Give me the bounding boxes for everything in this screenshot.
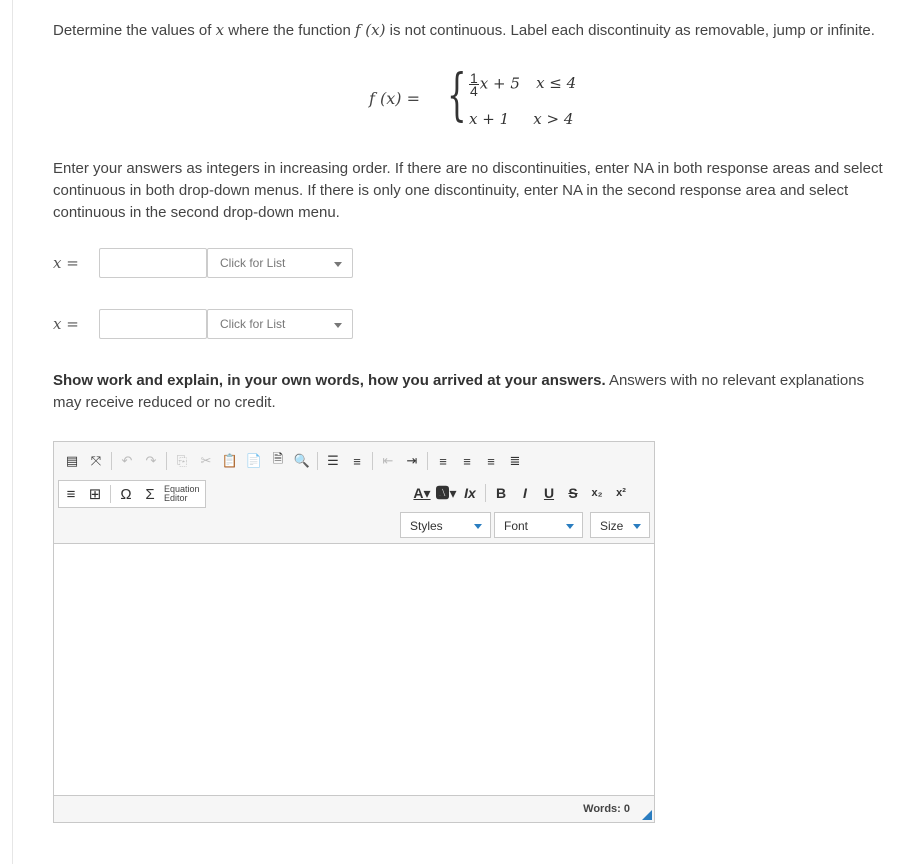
toolbar-separator xyxy=(111,452,112,470)
caret-down-icon xyxy=(474,524,482,529)
horizontal-line-icon[interactable]: ≡ xyxy=(66,485,76,503)
styles-label: Styles xyxy=(410,519,443,533)
resize-handle-icon[interactable] xyxy=(642,810,652,820)
formula-fraction xyxy=(469,72,479,97)
paste-word-icon[interactable]: 🗎 xyxy=(272,451,284,466)
find-icon[interactable]: 🔍 xyxy=(293,453,311,468)
formula-lhs: f (x) = xyxy=(369,89,421,108)
rich-text-editor xyxy=(53,441,655,823)
paste-text-icon[interactable]: 📄 xyxy=(245,453,263,468)
formula-row-2 xyxy=(469,110,573,128)
undo-icon[interactable]: ↶ xyxy=(121,453,133,468)
caret-down-icon xyxy=(334,323,342,328)
source-icon[interactable]: ▤ xyxy=(65,453,79,468)
strikethrough-icon[interactable]: S xyxy=(568,485,578,501)
indent-icon[interactable]: ⇥ xyxy=(406,453,418,468)
numbered-list-icon[interactable]: ☰ xyxy=(327,453,339,468)
align-left-icon[interactable]: ≡ xyxy=(439,453,447,469)
editor-status-bar xyxy=(54,795,654,822)
word-count: Words: 0 xyxy=(583,803,630,815)
answer-input-2[interactable] xyxy=(99,309,207,339)
question-text xyxy=(53,20,893,41)
answer-label: x = xyxy=(53,315,79,333)
instructions: Enter your answers as integers in increasing order. If there are no discontinuities, enter NA in both response areas and select continuous in both drop-down menus. If there is only one discontinuity, enter NA in the second response area and select continuous in the second drop-down menu. xyxy=(53,160,883,221)
toolbar-separator xyxy=(427,452,428,470)
text-color-icon[interactable]: A▾ xyxy=(413,484,431,501)
toolbar-separator xyxy=(166,452,167,470)
subscript-icon[interactable]: x₂ xyxy=(591,487,603,499)
answer-input-1[interactable] xyxy=(99,248,207,278)
editor-toolbar xyxy=(54,442,654,544)
bulleted-list-icon[interactable]: ≡ xyxy=(353,453,361,469)
question-var: x xyxy=(215,21,225,39)
row2-expression: x + 1 xyxy=(469,110,510,128)
toolbar-separator xyxy=(110,485,111,503)
cut-icon[interactable]: ✂ xyxy=(200,453,212,468)
page xyxy=(12,0,924,864)
align-justify-icon[interactable]: ≣ xyxy=(509,453,521,468)
formula-brace: { xyxy=(447,63,467,128)
special-char-icon[interactable]: Ω xyxy=(120,485,132,503)
italic-icon[interactable]: I xyxy=(523,485,527,501)
equation-editor-icon[interactable]: Σ xyxy=(145,485,155,503)
fraction-numerator: 1 xyxy=(470,70,478,86)
bold-icon[interactable]: B xyxy=(495,485,507,501)
format-group xyxy=(410,480,633,506)
editor-text-area[interactable] xyxy=(54,544,654,794)
row1-expression: x + 5 xyxy=(479,74,520,93)
fraction-denominator: 4 xyxy=(470,83,478,99)
dropdown-text: Click for List xyxy=(220,317,286,331)
toolbar-row-1 xyxy=(60,449,527,473)
show-work-text xyxy=(53,370,893,414)
show-work-bold: Show work and explain, in your own words, how you arrived at your answers. xyxy=(53,372,606,389)
formula-row-1 xyxy=(469,72,576,97)
question-func: f (x) xyxy=(354,21,386,39)
redo-icon[interactable]: ↷ xyxy=(145,453,157,468)
discontinuity-dropdown-1[interactable] xyxy=(207,248,353,278)
equation-group xyxy=(58,480,206,508)
underline-icon[interactable]: U xyxy=(543,485,555,501)
equation-editor-label[interactable] xyxy=(164,485,200,503)
caret-down-icon xyxy=(633,524,641,529)
toolbar-separator xyxy=(372,452,373,470)
answer-label: x = xyxy=(53,254,79,272)
equation-label-line-2: Editor xyxy=(164,493,188,503)
styles-dropdown[interactable] xyxy=(400,512,491,538)
superscript-icon[interactable]: x² xyxy=(616,487,626,499)
align-right-icon[interactable]: ≡ xyxy=(487,453,495,469)
equation-label-line-1: Equation xyxy=(164,484,200,494)
question-middle: where the function xyxy=(224,22,355,39)
toolbar-separator xyxy=(485,484,486,502)
show-work-rest: Answers with no relevant explanations may receive reduced or no credit. xyxy=(53,372,865,411)
discontinuity-dropdown-2[interactable] xyxy=(207,309,353,339)
copy-icon[interactable]: ⎘ xyxy=(176,453,188,468)
paste-icon[interactable]: 📋 xyxy=(221,453,239,468)
font-dropdown[interactable] xyxy=(494,512,583,538)
size-dropdown[interactable] xyxy=(590,512,650,538)
size-label: Size xyxy=(600,519,624,533)
remove-format-icon[interactable]: Ix xyxy=(464,485,476,501)
outdent-icon[interactable]: ⇤ xyxy=(382,453,394,468)
toolbar-separator xyxy=(317,452,318,470)
row1-condition: x ≤ 4 xyxy=(536,74,577,93)
table-icon[interactable]: ⊞ xyxy=(88,486,102,503)
row2-condition: x > 4 xyxy=(533,110,574,128)
caret-down-icon xyxy=(334,262,342,267)
caret-down-icon xyxy=(566,524,574,529)
font-label: Font xyxy=(504,519,529,533)
dropdown-text: Click for List xyxy=(220,256,286,270)
question-prefix: Determine the values of xyxy=(53,22,216,39)
maximize-icon[interactable]: ⤧ xyxy=(90,453,102,468)
question-suffix: is not continuous. Label each discontinuity as removable, jump or infinite. xyxy=(385,22,875,39)
background-color-icon[interactable]: 🅰▾ xyxy=(435,485,457,501)
align-center-icon[interactable]: ≡ xyxy=(463,453,471,469)
